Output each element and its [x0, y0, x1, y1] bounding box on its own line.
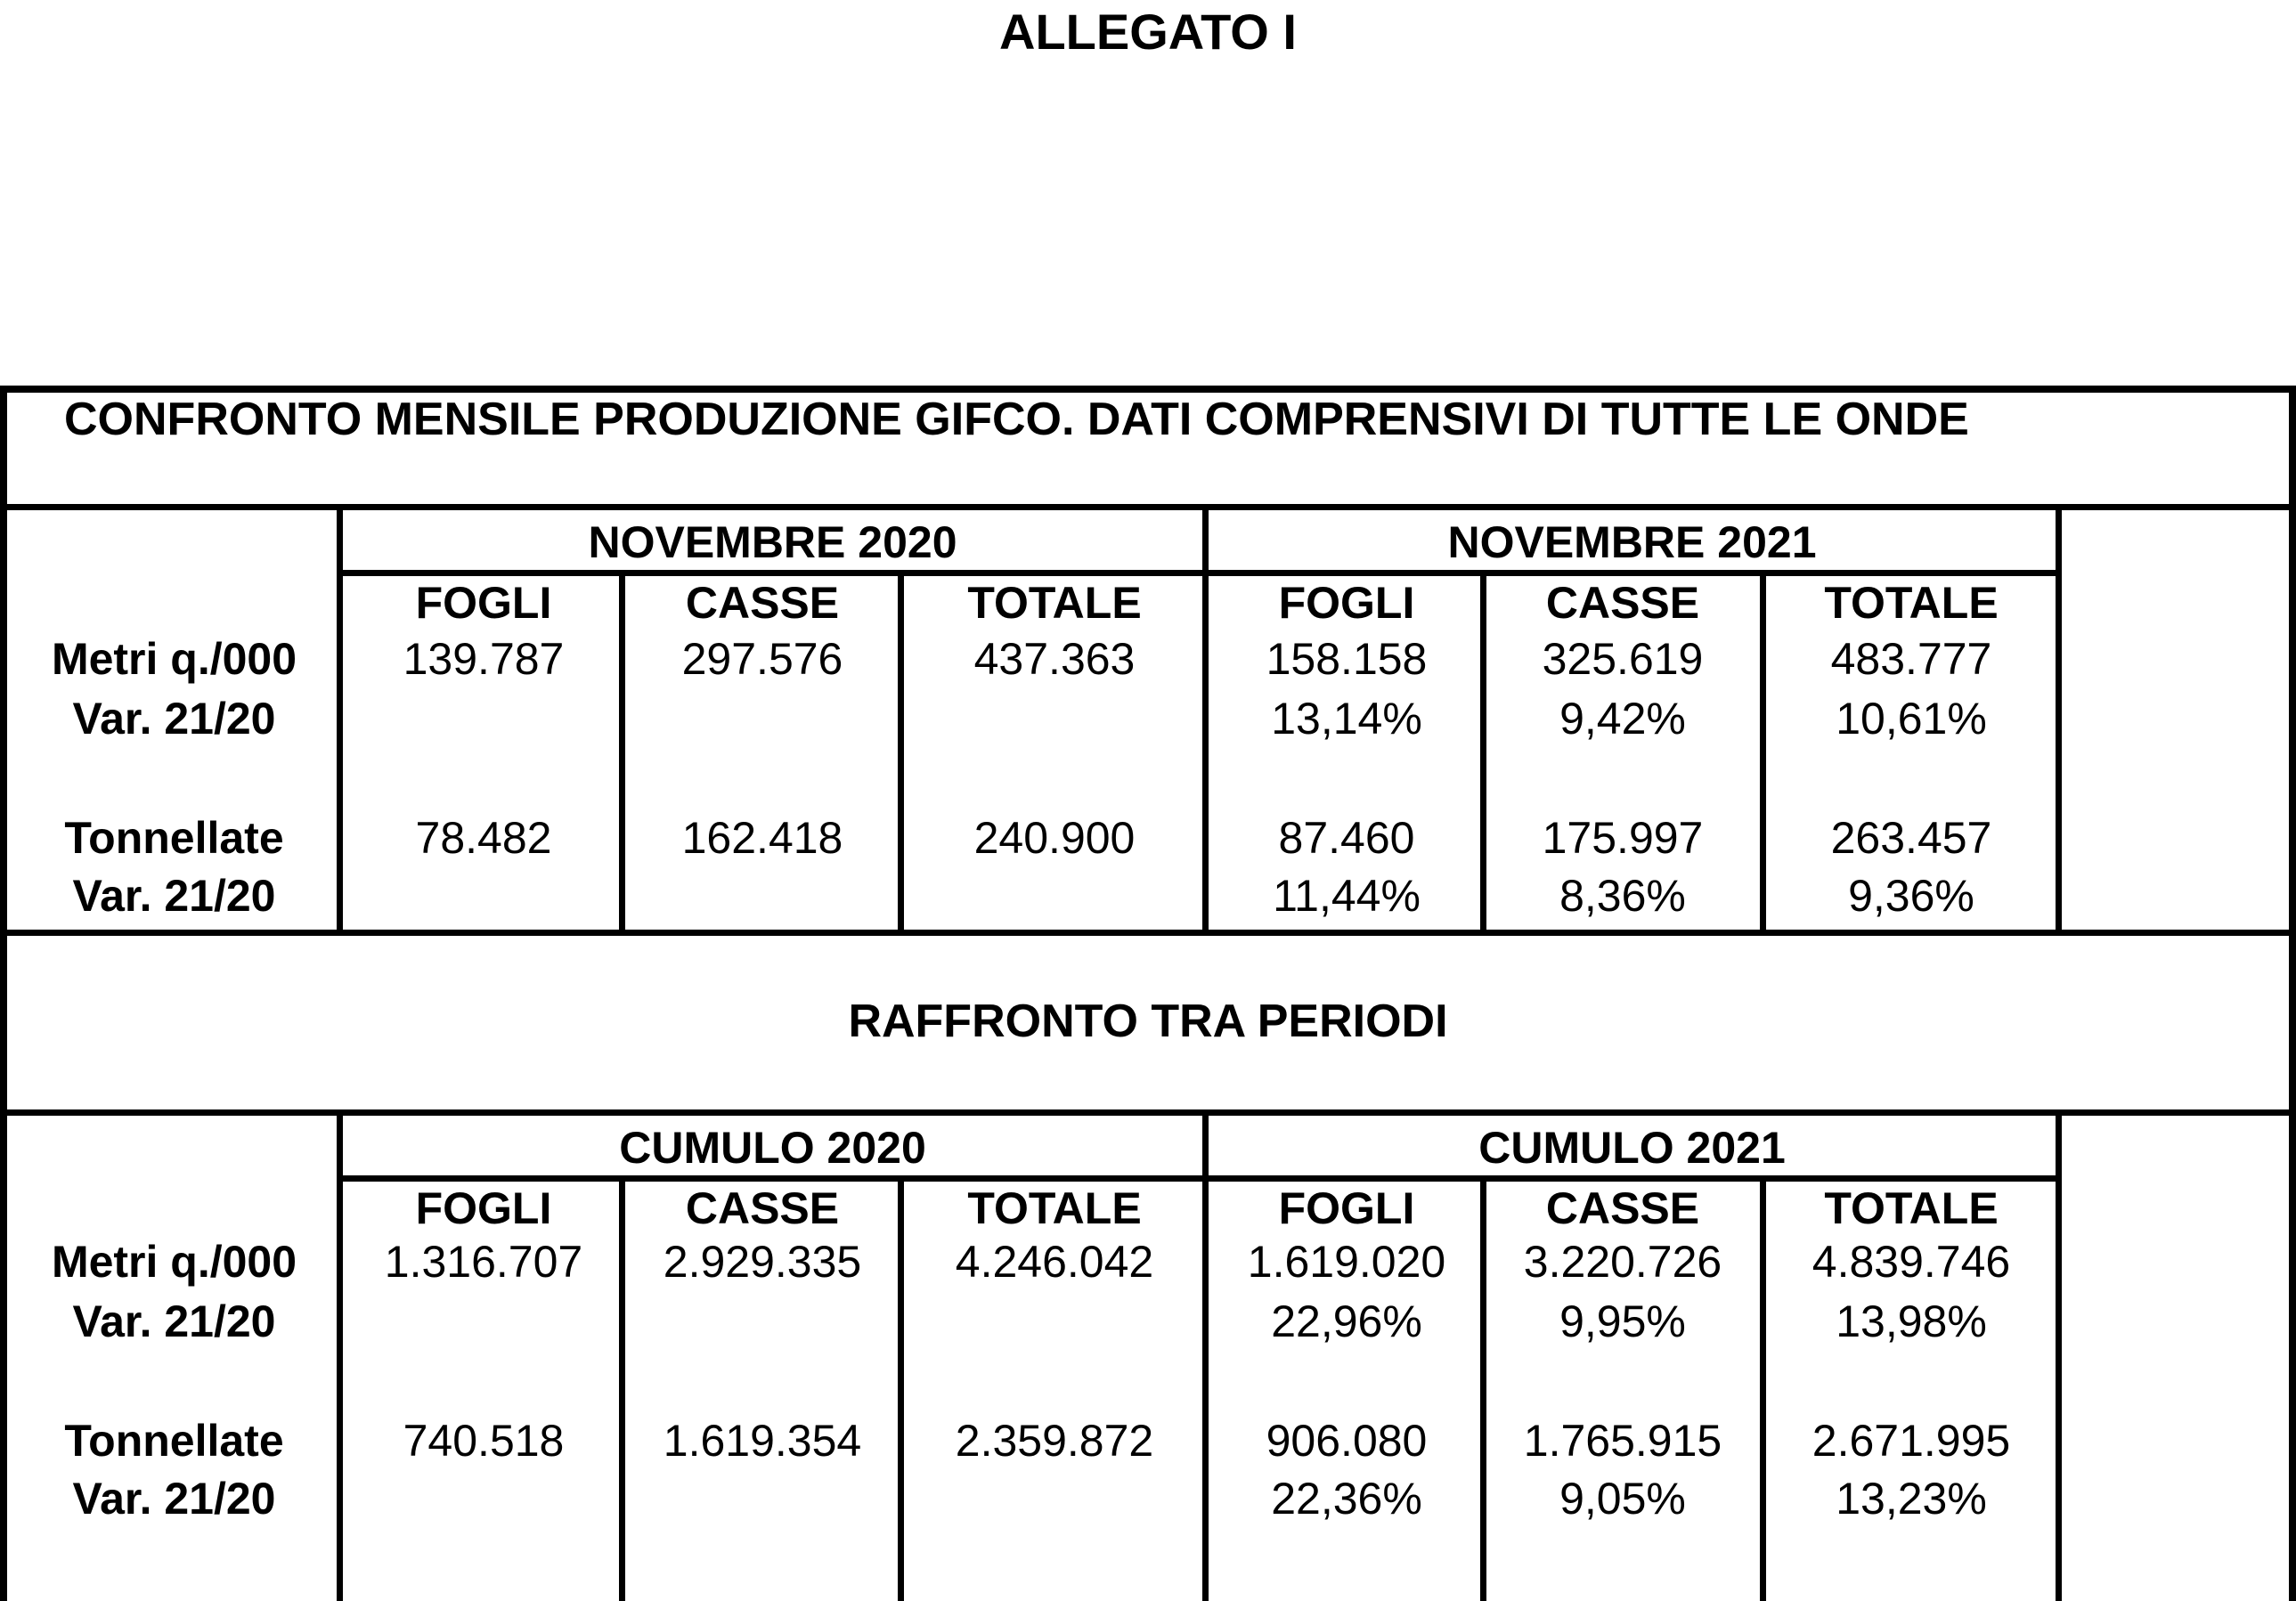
monthly-divider [0, 504, 2296, 510]
cumulative-value-cell: 22,36% [1271, 1474, 1422, 1524]
monthly-column-header: FOGLI [415, 578, 552, 628]
cumulative-column-header: CASSE [685, 1183, 840, 1233]
monthly-value-cell: 437.363 [973, 634, 1136, 684]
cumulative-column-rule [337, 1114, 343, 1601]
cumulative-value-cell: 1.765.915 [1523, 1416, 1722, 1466]
monthly-section-title: CONFRONTO MENSILE PRODUZIONE GIFCO. DATI COMPRENSIVI DI TUTTE LE ONDE [64, 394, 1969, 445]
monthly-column-rule [619, 570, 625, 936]
cumulative-value-cell: 1.619.354 [663, 1416, 862, 1466]
cumulative-value-cell: 2.671.995 [1812, 1416, 2011, 1466]
monthly-column-header: TOTALE [967, 578, 1142, 628]
cumulative-row-label: Metri q./000 [51, 1237, 297, 1287]
cumulative-column-header: CASSE [1545, 1183, 1700, 1233]
cumulative-column-rule [619, 1175, 625, 1601]
monthly-value-cell: 11,44% [1273, 871, 1421, 921]
monthly-value-cell: 175.997 [1542, 813, 1704, 863]
monthly-period-b-header: NOVEMBRE 2021 [1447, 517, 1817, 567]
monthly-column-header: TOTALE [1824, 578, 1999, 628]
monthly-row-label: Var. 21/20 [72, 871, 276, 921]
cumulative-value-cell: 4.839.746 [1812, 1237, 2011, 1287]
cumulative-value-cell: 4.246.042 [955, 1237, 1154, 1287]
monthly-value-cell: 10,61% [1836, 694, 1987, 744]
monthly-value-cell: 87.460 [1278, 813, 1415, 863]
monthly-column-rule [1202, 508, 1209, 936]
monthly-value-cell: 13,14% [1271, 694, 1422, 744]
monthly-value-cell: 78.482 [415, 813, 552, 863]
cumulative-period-a-header: CUMULO 2020 [619, 1123, 926, 1173]
monthly-column-header: CASSE [685, 578, 840, 628]
cumulative-value-cell: 1.316.707 [384, 1237, 583, 1287]
monthly-value-cell: 9,42% [1559, 694, 1686, 744]
monthly-row-label: Metri q./000 [51, 634, 297, 684]
cumulative-column-rule [1760, 1175, 1766, 1601]
cumulative-divider [0, 1109, 2296, 1116]
cumulative-column-rule [2056, 1114, 2062, 1601]
cumulative-value-cell: 22,96% [1271, 1296, 1422, 1346]
monthly-bottom-rule [0, 930, 2296, 936]
cumulative-value-cell: 2.929.335 [663, 1237, 862, 1287]
monthly-column-rule [898, 570, 904, 936]
monthly-row-label: Var. 21/20 [72, 694, 276, 744]
cumulative-column-rule [898, 1175, 904, 1601]
cumulative-value-cell: 13,98% [1836, 1296, 1987, 1346]
cumulative-column-rule [1202, 1114, 1209, 1601]
cumulative-value-cell: 2.359.872 [955, 1416, 1154, 1466]
cumulative-period-b-header: CUMULO 2021 [1478, 1123, 1786, 1173]
monthly-value-cell: 263.457 [1830, 813, 1992, 863]
monthly-column-header: FOGLI [1278, 578, 1415, 628]
cumulative-section-title: RAFFRONTO TRA PERIODI [848, 996, 1448, 1047]
cumulative-column-header: FOGLI [415, 1183, 552, 1233]
monthly-value-cell: 8,36% [1559, 871, 1686, 921]
cumulative-value-cell: 740.518 [403, 1416, 565, 1466]
monthly-value-cell: 240.900 [973, 813, 1136, 863]
monthly-period-rule [337, 570, 2062, 576]
cumulative-value-cell: 906.080 [1266, 1416, 1428, 1466]
monthly-column-rule [1760, 570, 1766, 936]
monthly-value-cell: 162.418 [681, 813, 843, 863]
cumulative-column-header: TOTALE [1824, 1183, 1999, 1233]
monthly-value-cell: 483.777 [1830, 634, 1992, 684]
cumulative-column-header: TOTALE [967, 1183, 1142, 1233]
monthly-value-cell: 158.158 [1266, 634, 1428, 684]
monthly-column-header: CASSE [1545, 578, 1700, 628]
monthly-column-rule [1480, 570, 1486, 936]
cumulative-row-label: Tonnellate [64, 1416, 284, 1466]
cumulative-value-cell: 9,05% [1559, 1474, 1686, 1524]
cumulative-row-label: Var. 21/20 [72, 1296, 276, 1346]
monthly-column-rule [2056, 508, 2062, 936]
monthly-period-a-header: NOVEMBRE 2020 [588, 517, 957, 567]
cumulative-value-cell: 1.619.020 [1247, 1237, 1446, 1287]
monthly-value-cell: 297.576 [681, 634, 843, 684]
document-title: ALLEGATO I [999, 4, 1297, 60]
monthly-value-cell: 139.787 [403, 634, 565, 684]
cumulative-value-cell: 13,23% [1836, 1474, 1987, 1524]
cumulative-value-cell: 9,95% [1559, 1296, 1686, 1346]
cumulative-period-rule [337, 1175, 2062, 1182]
cumulative-row-label: Var. 21/20 [72, 1474, 276, 1524]
monthly-row-label: Tonnellate [64, 813, 284, 863]
cumulative-value-cell: 3.220.726 [1523, 1237, 1722, 1287]
cumulative-column-rule [1480, 1175, 1486, 1601]
monthly-value-cell: 9,36% [1848, 871, 1974, 921]
cumulative-column-header: FOGLI [1278, 1183, 1415, 1233]
monthly-value-cell: 325.619 [1542, 634, 1704, 684]
